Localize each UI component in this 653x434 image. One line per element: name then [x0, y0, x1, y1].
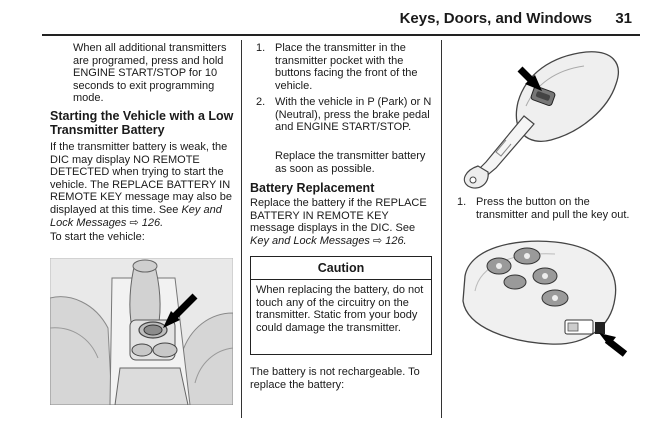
column-divider-2 [441, 40, 442, 418]
caution-text: When replacing the battery, do not touch any of the circuitry on the transmitter. Static from your body could damage the transmitter. [256, 284, 424, 334]
low-battery-text: If the transmitter battery is weak, the DIC may display NO REMOTE DETECTED when trying to start the vehicle. The REPLACE BATTERY IN REMOTE KEY message may also be displayed at this time. See [50, 141, 232, 216]
key-removal-illustration [456, 44, 628, 190]
battery-replacement-heading: Battery Replacement [250, 181, 375, 195]
key-lock-messages-page[interactable]: 126. [141, 216, 164, 229]
key-lock-messages-page-2[interactable]: 126. [385, 234, 407, 247]
page-number: 31 [615, 10, 632, 27]
column-divider-1 [241, 40, 242, 418]
section-title: Keys, Doors, and Windows [399, 10, 592, 27]
step1-text: Place the transmitter in the transmitter pocket with the buttons facing the front of the vehicle. [275, 42, 418, 92]
low-battery-heading: Starting the Vehicle with a Low Transmitter Battery [50, 109, 234, 137]
step2-text: With the vehicle in P (Park) or N (Neutral), press the brake pedal and ENGINE START/STOP. [275, 96, 432, 134]
caution-box [250, 256, 432, 355]
not-rechargeable-paragraph: The battery is not rechargeable. To replace the battery: [250, 366, 420, 391]
low-battery-paragraph [50, 141, 234, 229]
transmitter-pocket-illustration [50, 258, 233, 405]
page-reference-arrow-icon: ⇨ [372, 234, 383, 247]
step1-number: 1. [256, 42, 266, 54]
replace-soon-note: Replace the transmitter battery as soon as possible. [275, 150, 426, 175]
col3-step1-text: Press the button on the transmitter and pull the key out. [476, 196, 630, 221]
key-lock-messages-link[interactable]: Key and Lock Messages [50, 203, 222, 229]
to-start-paragraph: To start the vehicle: [50, 231, 145, 243]
battery-replacement-paragraph [250, 197, 434, 247]
page-header [42, 8, 640, 30]
caution-title: Caution [251, 257, 431, 280]
page-reference-arrow-icon: ⇨ [129, 216, 139, 229]
transmitter-slot-illustration [455, 236, 631, 358]
key-lock-messages-link-2[interactable]: Key and Lock Messages [250, 234, 370, 247]
step2-number: 2. [256, 96, 266, 108]
intro-paragraph: When all additional transmitters are programed, press and hold ENGINE START/STOP for 10 seconds to exit programming mode. [73, 42, 227, 105]
col3-step1-number: 1. [457, 196, 467, 208]
header-rule [42, 34, 640, 36]
battery-replacement-text: Replace the battery if the REPLACE BATTERY IN REMOTE KEY message displays in the DIC. See [250, 197, 427, 235]
